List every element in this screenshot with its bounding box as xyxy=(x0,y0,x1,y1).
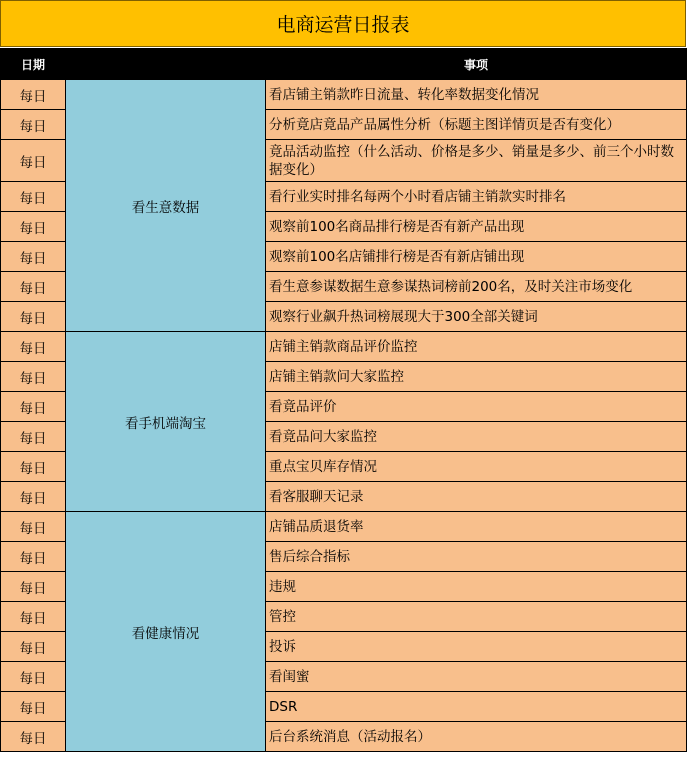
table-row xyxy=(1,80,687,110)
date-cell: 每日 xyxy=(1,722,66,752)
date-cell: 每日 xyxy=(1,332,66,362)
item-cell: 观察行业飙升热词榜展现大于300全部关键词 xyxy=(266,302,687,332)
item-cell: DSR xyxy=(266,692,687,722)
item-cell: 看行业实时排名每两个小时看店铺主销款实时排名 xyxy=(266,182,687,212)
item-cell: 分析竟店竟品产品属性分析（标题主图详情页是否有变化） xyxy=(266,110,687,140)
item-cell: 后台系统消息（活动报名） xyxy=(266,722,687,752)
item-cell: 店铺品质退货率 xyxy=(266,512,687,542)
item-cell: 看闺蜜 xyxy=(266,662,687,692)
item-cell: 看竟品评价 xyxy=(266,392,687,422)
date-cell: 每日 xyxy=(1,662,66,692)
date-cell: 每日 xyxy=(1,140,66,182)
item-cell: 竟品活动监控（什么活动、价格是多少、销量是多少、前三个小时数据变化） xyxy=(266,140,687,182)
category-cell: 看手机端淘宝 xyxy=(66,332,266,512)
item-cell: 投诉 xyxy=(266,632,687,662)
date-cell: 每日 xyxy=(1,512,66,542)
date-cell: 每日 xyxy=(1,602,66,632)
header-row xyxy=(1,49,687,80)
header-date: 日期 xyxy=(1,49,66,80)
category-cell: 看健康情况 xyxy=(66,512,266,752)
item-cell: 看店铺主销款昨日流量、转化率数据变化情况 xyxy=(266,80,687,110)
date-cell: 每日 xyxy=(1,422,66,452)
date-cell: 每日 xyxy=(1,182,66,212)
item-cell: 重点宝贝库存情况 xyxy=(266,452,687,482)
item-cell: 看客服聊天记录 xyxy=(266,482,687,512)
item-cell: 观察前100名商品排行榜是否有新产品出现 xyxy=(266,212,687,242)
item-cell: 店铺主销款商品评价监控 xyxy=(266,332,687,362)
item-cell: 违规 xyxy=(266,572,687,602)
date-cell: 每日 xyxy=(1,632,66,662)
date-cell: 每日 xyxy=(1,572,66,602)
date-cell: 每日 xyxy=(1,692,66,722)
category-cell: 看生意数据 xyxy=(66,80,266,332)
date-cell: 每日 xyxy=(1,212,66,242)
table-row xyxy=(1,512,687,542)
date-cell: 每日 xyxy=(1,302,66,332)
date-cell: 每日 xyxy=(1,452,66,482)
date-cell: 每日 xyxy=(1,242,66,272)
item-cell: 店铺主销款问大家监控 xyxy=(266,362,687,392)
header-spacer xyxy=(66,49,266,80)
date-cell: 每日 xyxy=(1,392,66,422)
table-row xyxy=(1,332,687,362)
table-body xyxy=(1,80,687,752)
item-cell: 观察前100名店铺排行榜是否有新店铺出现 xyxy=(266,242,687,272)
date-cell: 每日 xyxy=(1,362,66,392)
report-title: 电商运营日报表 xyxy=(0,0,686,47)
date-cell: 每日 xyxy=(1,482,66,512)
date-cell: 每日 xyxy=(1,80,66,110)
item-cell: 看竟品问大家监控 xyxy=(266,422,687,452)
item-cell: 售后综合指标 xyxy=(266,542,687,572)
item-cell: 管控 xyxy=(266,602,687,632)
date-cell: 每日 xyxy=(1,542,66,572)
date-cell: 每日 xyxy=(1,110,66,140)
date-cell: 每日 xyxy=(1,272,66,302)
header-item: 事项 xyxy=(266,49,687,80)
report-table xyxy=(0,48,687,752)
item-cell: 看生意参谋数据生意参谋热词榜前200名，及时关注市场变化 xyxy=(266,272,687,302)
